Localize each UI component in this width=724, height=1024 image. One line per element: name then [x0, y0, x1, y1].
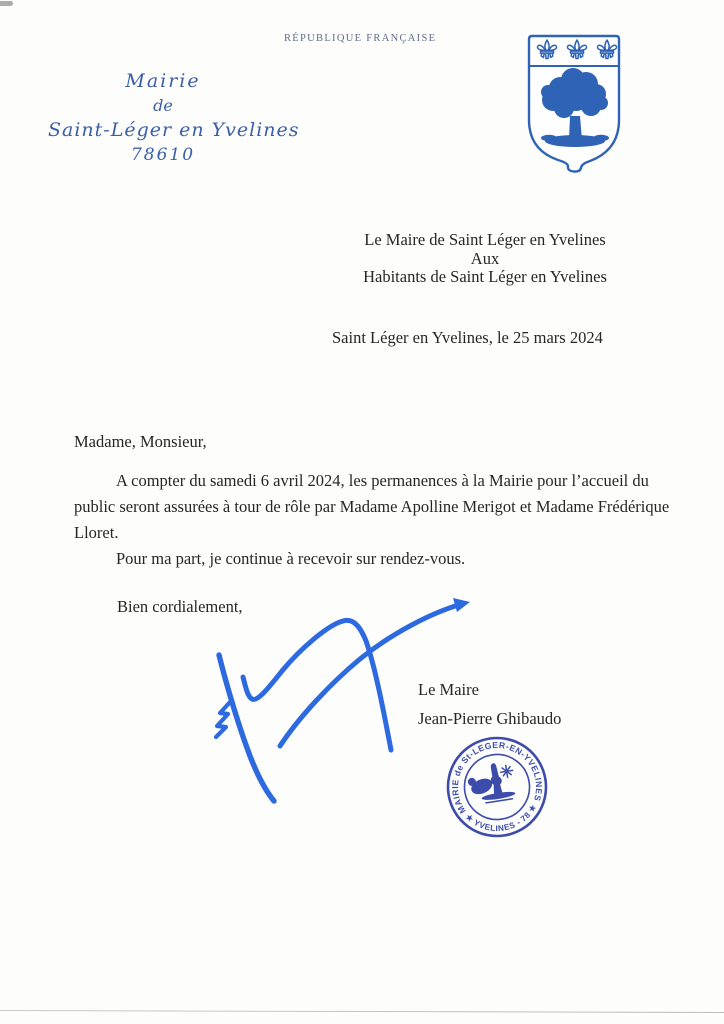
scan-edge-line: [0, 1010, 724, 1013]
recipient-to: Habitants de Saint Léger en Yvelines: [363, 267, 607, 286]
letterhead-postal-code: 78610: [130, 145, 196, 165]
body-line: Lloret.: [74, 523, 119, 542]
salutation: Madame, Monsieur,: [74, 432, 207, 451]
body-line: A compter du samedi 6 avril 2024, les permanences à la Mairie pour l’accueil du: [116, 471, 649, 490]
mairie-stamp-icon: [443, 733, 551, 841]
signer-title: Le Maire: [418, 680, 479, 699]
signer-block: [418, 675, 561, 733]
recipient-block: [330, 231, 640, 287]
republic-header: RÉPUBLIQUE FRANÇAISE: [284, 33, 437, 44]
scan-artifact: [0, 1, 13, 6]
stamp-arc-top: MAIRIE de St-LEGER-EN-YVELINES: [450, 739, 545, 816]
stamp-emblem: [466, 760, 517, 805]
letterhead-de: de: [153, 96, 173, 115]
closing: Bien cordialement,: [117, 597, 243, 616]
letterhead: [48, 68, 300, 168]
letterhead-city: Saint-Léger en Yvelines: [48, 119, 300, 141]
recipient-to-word: Aux: [470, 248, 500, 268]
body-line: public seront assurées à tour de rôle par Madame Apolline Merigot et Madame Frédérique: [74, 497, 670, 516]
recipient-from: Le Maire de Saint Léger en Yvelines: [364, 230, 606, 249]
body-line: Pour ma part, je continue à recevoir sur rendez-vous.: [116, 549, 466, 568]
coat-of-arms-icon: [524, 32, 624, 178]
stamp-arc-bottom: ★ YVELINES - 78 ★: [463, 802, 539, 834]
letter-body: [74, 468, 669, 572]
letterhead-org: Mairie: [125, 70, 201, 92]
signer-name: Jean-Pierre Ghibaudo: [418, 709, 562, 728]
dateline: Saint Léger en Yvelines, le 25 mars 2024: [332, 328, 603, 347]
